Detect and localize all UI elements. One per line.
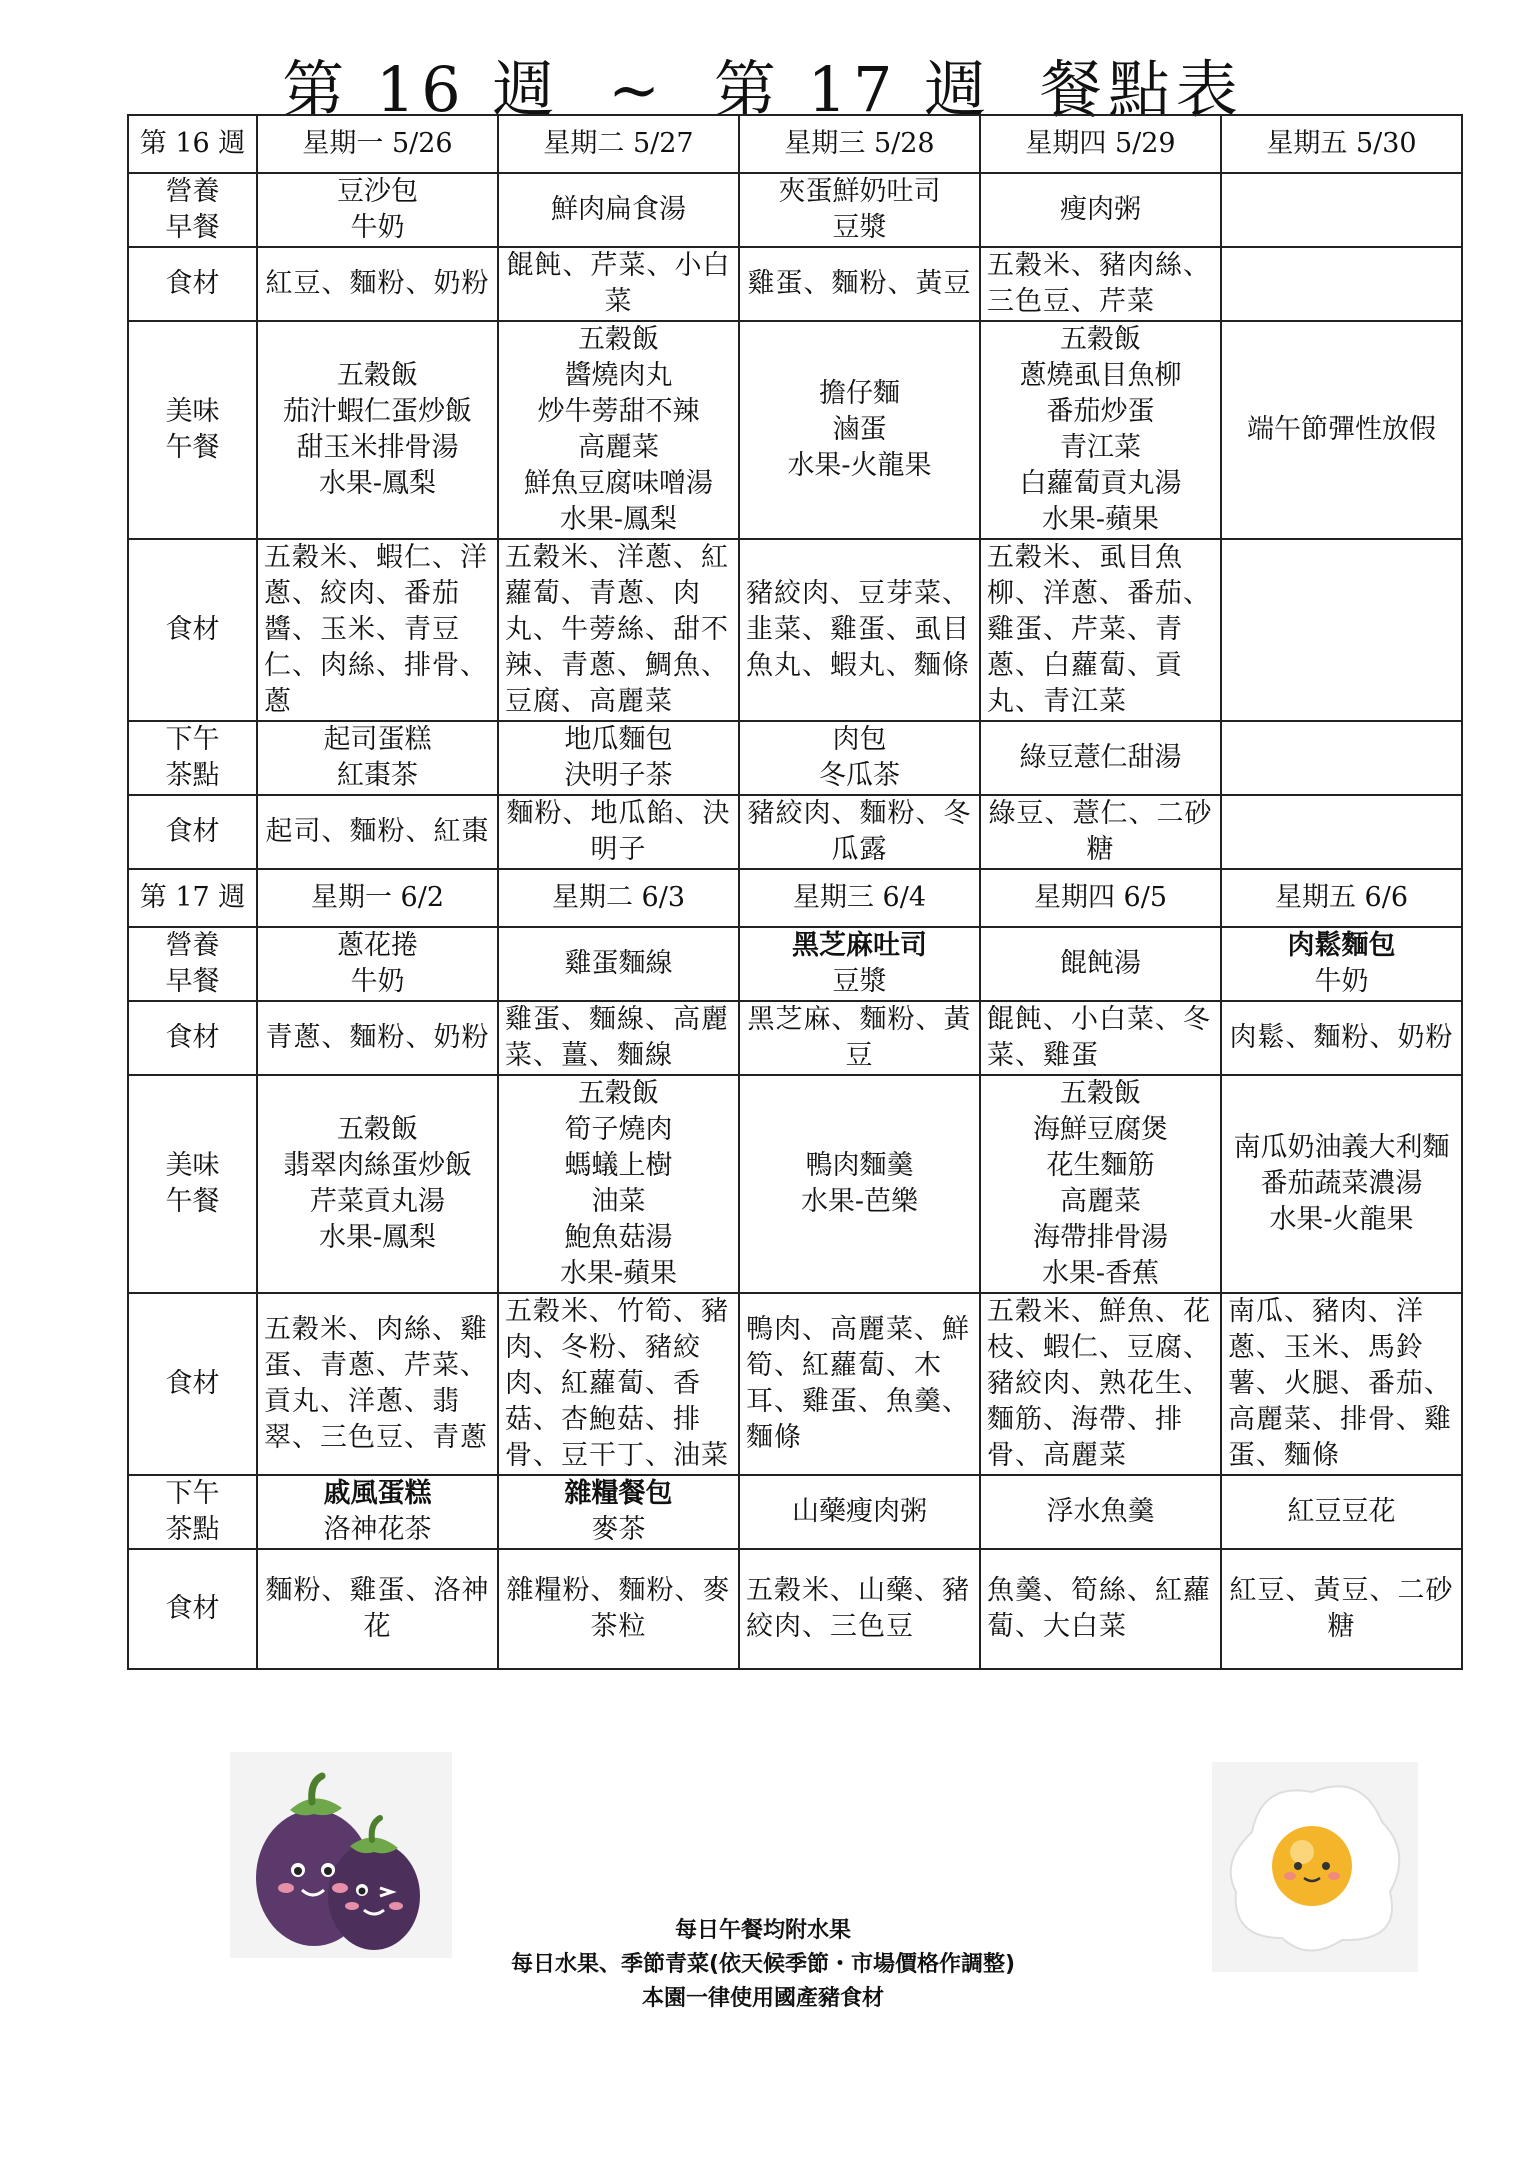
menu-item: 端午節彈性放假 (1247, 414, 1436, 445)
row-label-line: 營養 (165, 930, 220, 961)
ingredient-cell (1221, 539, 1462, 721)
ingredient-line: 鴨肉、高麗菜、鮮 (746, 1314, 970, 1345)
menu-item: 鮑魚菇湯 (564, 1222, 673, 1253)
menu-cell (1221, 1075, 1462, 1293)
ingredient-line: 骨、豆干丁、油菜 (505, 1440, 729, 1471)
ingredient-line: 仁、肉絲、排骨、 (264, 650, 488, 681)
menu-item: 豆漿 (832, 212, 887, 243)
menu-cell (980, 927, 1221, 1001)
menu-item: 擔仔麵 (819, 378, 900, 409)
menu-item: 戚風蛋糕 (323, 1478, 432, 1509)
week17-meal-row (128, 1075, 1462, 1293)
ingredient-line: 紅豆、麵粉、奶粉 (265, 268, 490, 299)
menu-cell (257, 1475, 498, 1549)
week16-meal-row (128, 247, 1462, 321)
menu-item: 水果-蘋果 (1041, 504, 1160, 535)
row-label (128, 1293, 257, 1475)
menu-item: 牛奶 (350, 966, 405, 997)
note-seasonal: 每日水果、季節青菜(依天候季節・市場價格作調整) (510, 1952, 1016, 1977)
row-label (128, 1549, 257, 1669)
ingredient-line: 南瓜、豬肉、洋 (1228, 1296, 1424, 1327)
menu-item: 芹菜貢丸湯 (310, 1186, 445, 1217)
menu-cell (739, 1075, 980, 1293)
menu-item: 浮水魚羹 (1046, 1496, 1155, 1527)
menu-item: 洛神花茶 (323, 1514, 432, 1545)
menu-item: 水果-芭樂 (800, 1186, 919, 1217)
week17-meal-row (128, 927, 1462, 1001)
menu-cell (257, 927, 498, 1001)
ingredient-line: 豬絞肉、麵粉、冬 (747, 798, 972, 829)
menu-cell (980, 721, 1221, 795)
menu-item: 水果-蘋果 (559, 1258, 678, 1289)
ingredient-line: 豬絞肉、熟花生、 (987, 1368, 1211, 1399)
week17-day-header: 星期四 6/5 (980, 869, 1221, 927)
row-label-line: 早餐 (165, 966, 220, 997)
week17-week-label: 第 17 週 (128, 869, 257, 927)
menu-item: 醬燒肉丸 (564, 360, 673, 391)
row-label-line: 營養 (165, 176, 220, 207)
ingredient-line: 肉、紅蘿蔔、香 (505, 1368, 701, 1399)
ingredient-line: 骨、高麗菜 (987, 1440, 1127, 1471)
menu-cell (1221, 927, 1462, 1001)
ingredient-line: 五穀米、竹筍、豬 (505, 1296, 729, 1327)
ingredient-line: 辣、青蔥、鯛魚、 (505, 650, 729, 681)
week16-day-header: 星期四 5/29 (980, 115, 1221, 173)
ingredient-cell (739, 1001, 980, 1075)
ingredient-line: 菇、杏鮑菇、排 (505, 1404, 701, 1435)
ingredient-cell (498, 1549, 739, 1669)
week16-meal-row (128, 173, 1462, 247)
menu-item: 五穀飯 (578, 324, 659, 355)
menu-item: 黑芝麻吐司 (792, 930, 927, 961)
ingredient-line: 雜糧粉、麵粉、麥 (506, 1575, 731, 1606)
ingredient-line: 糖 (1086, 834, 1115, 865)
ingredient-line: 紅豆、黃豆、二砂 (1229, 1575, 1454, 1606)
row-label (128, 539, 257, 721)
menu-cell (257, 1075, 498, 1293)
ingredient-cell (257, 539, 498, 721)
week17-day-header: 星期三 6/4 (739, 869, 980, 927)
week16-day-header: 星期三 5/28 (739, 115, 980, 173)
menu-item: 番茄炒蛋 (1046, 396, 1155, 427)
ingredient-line: 雞蛋、麵粉、黃豆 (747, 268, 972, 299)
menu-item: 鴨肉麵羹 (805, 1150, 914, 1181)
ingredient-line: 明子 (590, 834, 647, 865)
ingredient-line: 蔥 (264, 686, 292, 717)
ingredient-cell (739, 1549, 980, 1669)
menu-item: 雜糧餐包 (564, 1478, 673, 1509)
week16-meal-row (128, 321, 1462, 539)
ingredient-line: 魚羹、筍絲、紅蘿 (987, 1575, 1211, 1606)
ingredient-line: 麵條 (746, 1422, 802, 1453)
ingredient-line: 柳、洋蔥、番茄、 (987, 578, 1211, 609)
menu-item: 五穀飯 (337, 1114, 418, 1145)
menu-cell (498, 1475, 739, 1549)
menu-item: 水果-鳳梨 (318, 468, 437, 499)
ingredient-line: 五穀米、鮮魚、花 (987, 1296, 1211, 1327)
menu-item: 水果-火龍果 (1269, 1204, 1414, 1235)
menu-item: 肉鬆麵包 (1287, 930, 1396, 961)
ingredient-cell (739, 1293, 980, 1475)
menu-cell (980, 1075, 1221, 1293)
menu-item: 滷蛋 (832, 414, 887, 445)
ingredient-line: 蛋、青蔥、芹菜、 (264, 1350, 488, 1381)
menu-cell (980, 1475, 1221, 1549)
menu-item: 番茄蔬菜濃湯 (1260, 1168, 1423, 1199)
ingredient-line: 菜 (604, 286, 633, 317)
ingredient-line: 綠豆、薏仁、二砂 (988, 798, 1213, 829)
ingredient-line: 三色豆、芹菜 (987, 286, 1155, 317)
row-label (128, 1075, 257, 1293)
menu-item: 決明子茶 (564, 760, 673, 791)
ingredient-line: 黑芝麻、麵粉、黃 (747, 1004, 972, 1035)
ingredient-line: 麵粉、地瓜餡、決 (506, 798, 731, 829)
ingredient-line: 肉、冬粉、豬絞 (505, 1332, 701, 1363)
week16-meal-row (128, 539, 1462, 721)
ingredient-line: 菜、雞蛋 (987, 1040, 1099, 1071)
ingredient-line: 五穀米、山藥、豬 (746, 1575, 970, 1606)
ingredient-line: 薯、火腿、番茄、 (1228, 1368, 1452, 1399)
week16-day-header: 星期一 5/26 (257, 115, 498, 173)
menu-cell (257, 173, 498, 247)
row-label-line: 食材 (165, 268, 220, 299)
row-label-line: 食材 (165, 816, 220, 847)
menu-cell (257, 721, 498, 795)
row-label (128, 247, 257, 321)
row-label-line: 早餐 (165, 212, 220, 243)
ingredient-line: 起司、麵粉、紅棗 (265, 816, 490, 847)
ingredient-line: 五穀米、豬肉絲、 (987, 250, 1211, 281)
menu-item: 五穀飯 (1060, 1078, 1141, 1109)
ingredient-cell (739, 795, 980, 869)
menu-item: 牛奶 (1314, 966, 1369, 997)
menu-item: 水果-火龍果 (787, 450, 932, 481)
menu-cell (498, 321, 739, 539)
ingredient-cell (257, 1293, 498, 1475)
ingredient-line: 麵筋、海帶、排 (987, 1404, 1183, 1435)
week16-header-row (128, 115, 1462, 173)
menu-cell (1221, 721, 1462, 795)
menu-item: 筍子燒肉 (564, 1114, 673, 1145)
menu-item: 鮮魚豆腐味噌湯 (524, 468, 713, 499)
title-week-16: 第 16 週 (282, 53, 561, 126)
row-label-line: 食材 (165, 1593, 220, 1624)
row-label-line: 茶點 (165, 760, 220, 791)
menu-item: 山藥瘦肉粥 (792, 1496, 927, 1527)
menu-cell (257, 321, 498, 539)
ingredient-line: 豆 (845, 1040, 874, 1071)
week17-header-row (128, 869, 1462, 927)
ingredient-line: 魚丸、蝦丸、麵條 (746, 650, 970, 681)
ingredient-cell (498, 795, 739, 869)
row-label-line: 美味 (165, 396, 220, 427)
menu-cell (980, 321, 1221, 539)
row-label (128, 927, 257, 1001)
ingredient-line: 花 (363, 1611, 392, 1642)
menu-item: 起司蛋糕 (323, 724, 432, 755)
menu-item: 鮮肉扁食湯 (551, 194, 686, 225)
menu-item: 冬瓜茶 (819, 760, 900, 791)
menu-cell (739, 173, 980, 247)
row-label-line: 美味 (165, 1150, 220, 1181)
title-week-17: 第 17 週 (713, 53, 993, 126)
title-suffix: 餐點表 (1039, 53, 1244, 126)
ingredient-cell (980, 1293, 1221, 1475)
menu-cell (739, 1475, 980, 1549)
week16-day-header: 星期二 5/27 (498, 115, 739, 173)
ingredient-cell (1221, 1549, 1462, 1669)
menu-item: 豆沙包 (337, 176, 418, 207)
ingredient-line: 貢丸、洋蔥、翡 (264, 1386, 460, 1417)
ingredient-line: 雞蛋、芹菜、青 (987, 614, 1183, 645)
ingredient-cell (980, 247, 1221, 321)
ingredient-cell (980, 1549, 1221, 1669)
ingredient-cell (1221, 247, 1462, 321)
week16-meal-row (128, 795, 1462, 869)
ingredient-line: 雞蛋、麵線、高麗 (505, 1004, 729, 1035)
ingredient-line: 丸、牛蒡絲、甜不 (505, 614, 729, 645)
menu-item: 牛奶 (350, 212, 405, 243)
menu-cell (739, 321, 980, 539)
ingredient-line: 絞肉、三色豆 (746, 1611, 914, 1642)
menu-cell (1221, 173, 1462, 247)
menu-item: 夾蛋鮮奶吐司 (778, 176, 941, 207)
menu-cell (1221, 321, 1462, 539)
menu-cell (739, 721, 980, 795)
ingredient-line: 枝、蝦仁、豆腐、 (987, 1332, 1211, 1363)
week17-meal-row (128, 1549, 1462, 1669)
ingredient-cell (980, 1001, 1221, 1075)
ingredient-line: 瓜露 (831, 834, 888, 865)
week17-day-header: 星期五 6/6 (1221, 869, 1462, 927)
menu-item: 五穀飯 (578, 1078, 659, 1109)
ingredient-cell (980, 539, 1221, 721)
menu-item: 地瓜麵包 (564, 724, 673, 755)
menu-item: 高麗菜 (578, 432, 659, 463)
ingredient-line: 餛飩、芹菜、小白 (506, 250, 731, 281)
menu-item: 高麗菜 (1060, 1186, 1141, 1217)
note-fruit: 每日午餐均附水果 (674, 1918, 851, 1943)
menu-cell (1221, 1475, 1462, 1549)
ingredient-line: 菜、薑、麵線 (505, 1040, 673, 1071)
ingredient-cell (739, 539, 980, 721)
ingredient-line: 麵粉、雞蛋、洛神 (265, 1575, 490, 1606)
menu-item: 甜玉米排骨湯 (296, 432, 459, 463)
title-separator: ~ (608, 53, 667, 126)
ingredient-line: 豆腐、高麗菜 (505, 686, 673, 717)
ingredient-cell (498, 1001, 739, 1075)
menu-cell (498, 721, 739, 795)
menu-cell (498, 927, 739, 1001)
ingredient-line: 青蔥、麵粉、奶粉 (265, 1022, 490, 1053)
week16-week-label: 第 16 週 (128, 115, 257, 173)
ingredient-line: 耳、雞蛋、魚羹、 (746, 1386, 970, 1417)
week17-meal-row (128, 1001, 1462, 1075)
menu-cell (498, 1075, 739, 1293)
menu-item: 蔥花捲 (337, 930, 418, 961)
row-label-line: 食材 (165, 614, 220, 645)
ingredient-line: 蘿蔔、青蔥、肉 (505, 578, 701, 609)
ingredient-line: 五穀米、虱目魚 (987, 542, 1183, 573)
week17-day-header: 星期二 6/3 (498, 869, 739, 927)
ingredient-line: 五穀米、蝦仁、洋 (264, 542, 488, 573)
menu-item: 水果-鳳梨 (559, 504, 678, 535)
row-label-line: 下午 (165, 1478, 220, 1509)
week17-day-header: 星期一 6/2 (257, 869, 498, 927)
note-pork: 本園一律使用國產豬食材 (641, 1986, 884, 2011)
ingredient-cell (498, 539, 739, 721)
ingredient-line: 筍、紅蘿蔔、木 (746, 1350, 942, 1381)
menu-item: 南瓜奶油義大利麵 (1233, 1132, 1450, 1163)
menu-item: 油菜 (591, 1186, 646, 1217)
ingredient-cell (1221, 1293, 1462, 1475)
menu-cell (739, 927, 980, 1001)
ingredient-line: 餛飩、小白菜、冬 (987, 1004, 1211, 1035)
menu-item: 水果-鳳梨 (318, 1222, 437, 1253)
ingredient-cell (257, 247, 498, 321)
ingredient-line: 五穀米、洋蔥、紅 (505, 542, 729, 573)
ingredient-line: 茶粒 (590, 1611, 647, 1642)
ingredient-cell (1221, 1001, 1462, 1075)
menu-item: 花生麵筋 (1046, 1150, 1155, 1181)
menu-item: 白蘿蔔貢丸湯 (1019, 468, 1182, 499)
menu-item: 瘦肉粥 (1060, 194, 1141, 225)
ingredient-line: 翠、三色豆、青蔥 (264, 1422, 488, 1453)
menu-item: 螞蟻上樹 (564, 1150, 673, 1181)
ingredient-line: 五穀米、肉絲、雞 (264, 1314, 488, 1345)
ingredient-line: 醬、玉米、青豆 (264, 614, 460, 645)
ingredient-cell (257, 1001, 498, 1075)
menu-item: 炒牛蒡甜不辣 (537, 396, 700, 427)
menu-item: 茄汁蝦仁蛋炒飯 (283, 396, 472, 427)
ingredient-line: 豬絞肉、豆芽菜、 (746, 578, 970, 609)
ingredient-line: 蔥、白蘿蔔、貢 (987, 650, 1183, 681)
menu-item: 五穀飯 (337, 360, 418, 391)
menu-item: 紅棗茶 (337, 760, 418, 791)
ingredient-line: 韭菜、雞蛋、虱目 (746, 614, 970, 645)
ingredient-cell (739, 247, 980, 321)
row-label-line: 午餐 (165, 432, 220, 463)
ingredient-line: 蔔、大白菜 (987, 1611, 1127, 1642)
ingredient-cell (498, 1293, 739, 1475)
ingredient-cell (257, 795, 498, 869)
week17-meal-row (128, 1293, 1462, 1475)
ingredient-line: 丸、青江菜 (987, 686, 1127, 717)
ingredient-line: 蔥、絞肉、番茄 (264, 578, 460, 609)
ingredient-cell (1221, 795, 1462, 869)
row-label (128, 721, 257, 795)
menu-item: 翡翠肉絲蛋炒飯 (283, 1150, 472, 1181)
menu-item: 餛飩湯 (1060, 948, 1141, 979)
row-label (128, 795, 257, 869)
meal-table (127, 114, 1463, 1670)
week16-day-header: 星期五 5/30 (1221, 115, 1462, 173)
row-label (128, 1001, 257, 1075)
row-label (128, 1475, 257, 1549)
ingredient-line: 高麗菜、排骨、雞 (1228, 1404, 1452, 1435)
menu-item: 海帶排骨湯 (1033, 1222, 1168, 1253)
menu-item: 蔥燒虱目魚柳 (1019, 360, 1182, 391)
row-label-line: 午餐 (165, 1186, 220, 1217)
menu-item: 紅豆豆花 (1287, 1496, 1396, 1527)
ingredient-line: 蔥、玉米、馬鈴 (1228, 1332, 1424, 1363)
menu-item: 五穀飯 (1060, 324, 1141, 355)
menu-item: 雞蛋麵線 (564, 948, 673, 979)
row-label-line: 茶點 (165, 1514, 220, 1545)
ingredient-line: 糖 (1327, 1611, 1356, 1642)
menu-item: 豆漿 (832, 966, 887, 997)
menu-item: 麥茶 (591, 1514, 646, 1545)
week17-meal-row (128, 1475, 1462, 1549)
ingredient-line: 蛋、麵條 (1228, 1440, 1340, 1471)
week16-meal-row (128, 721, 1462, 795)
menu-item: 肉包 (832, 724, 887, 755)
menu-cell (980, 173, 1221, 247)
row-label (128, 173, 257, 247)
row-label-line: 下午 (165, 724, 220, 755)
menu-item: 海鮮豆腐煲 (1033, 1114, 1168, 1145)
ingredient-cell (257, 1549, 498, 1669)
row-label-line: 食材 (165, 1022, 220, 1053)
ingredient-cell (498, 247, 739, 321)
menu-item: 水果-香蕉 (1041, 1258, 1160, 1289)
menu-item: 青江菜 (1060, 432, 1141, 463)
row-label (128, 321, 257, 539)
menu-item: 綠豆薏仁甜湯 (1019, 742, 1182, 773)
ingredient-line: 肉鬆、麵粉、奶粉 (1229, 1022, 1454, 1053)
menu-cell (498, 173, 739, 247)
ingredient-cell (980, 795, 1221, 869)
row-label-line: 食材 (165, 1368, 220, 1399)
